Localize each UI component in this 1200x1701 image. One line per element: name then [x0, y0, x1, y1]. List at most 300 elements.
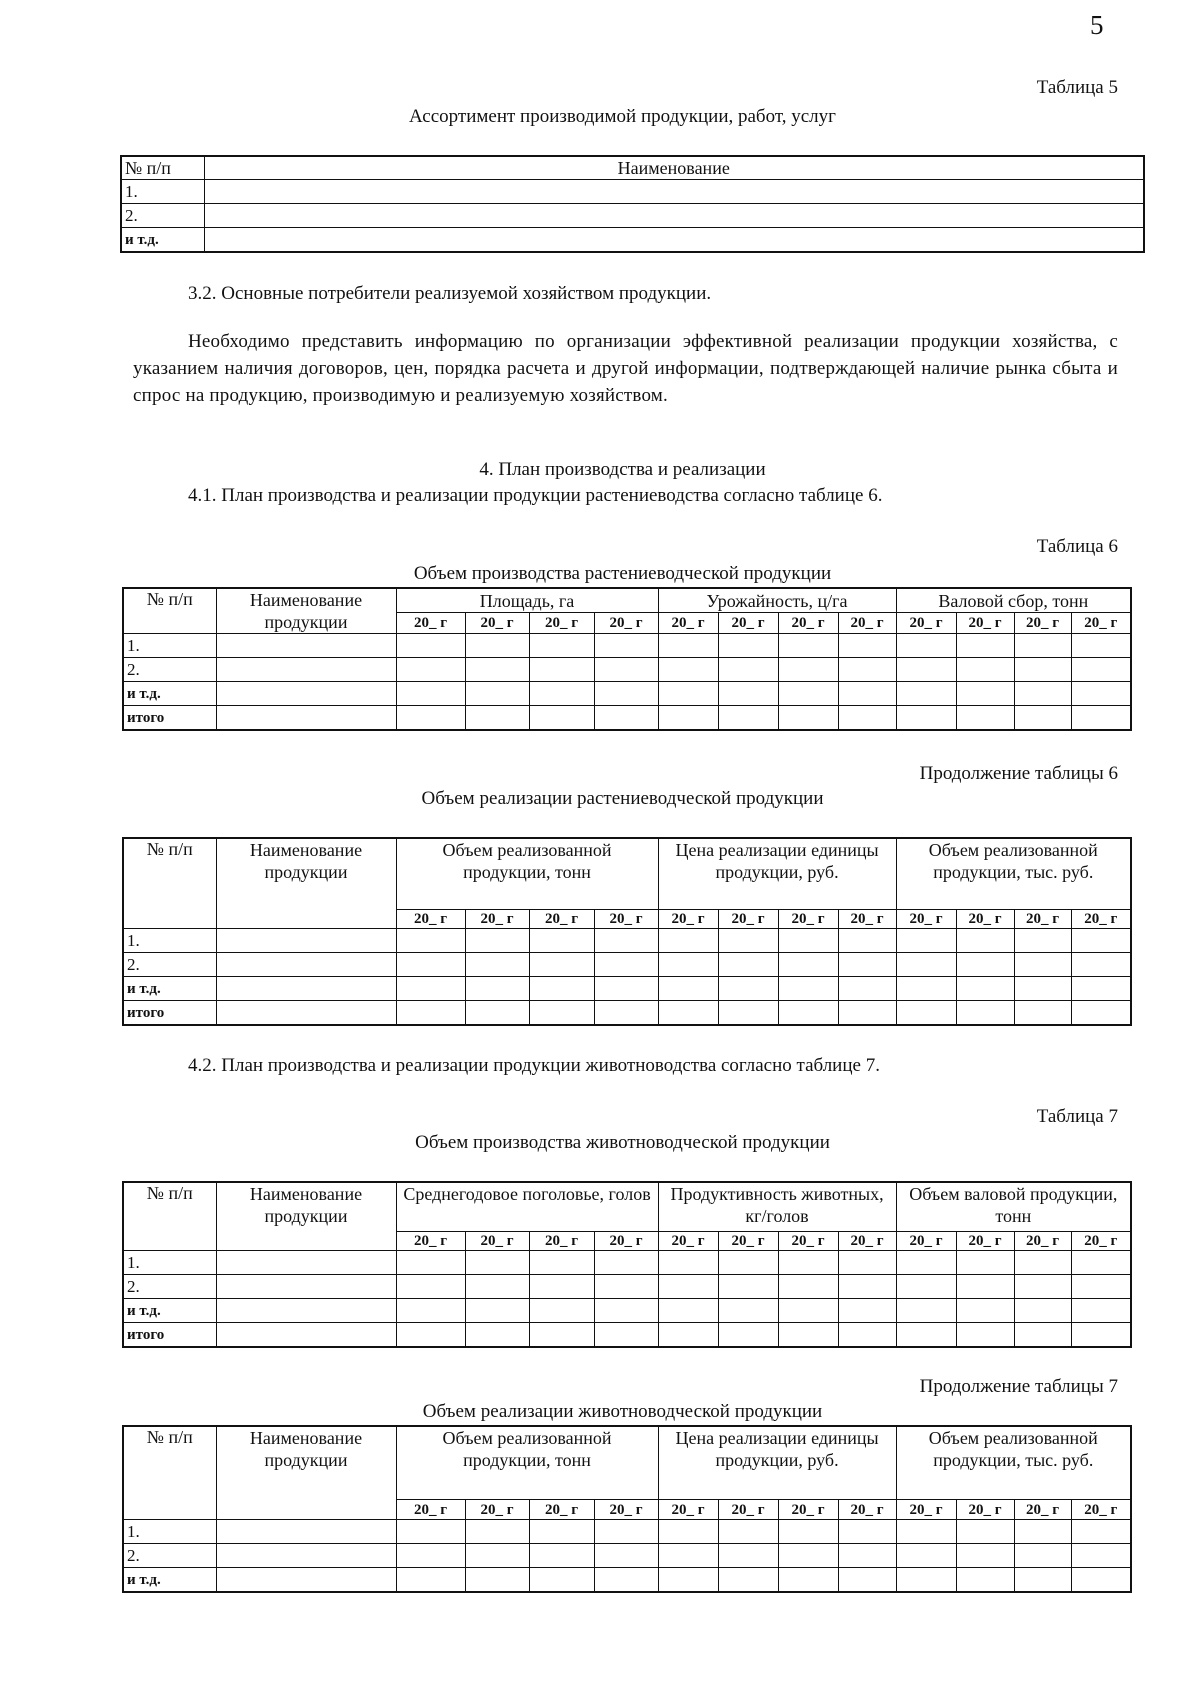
data-cell[interactable]	[594, 1544, 658, 1568]
row-label: итого	[123, 706, 216, 731]
data-cell[interactable]	[396, 1001, 465, 1026]
data-cell[interactable]	[1014, 1323, 1071, 1348]
header-group: Цена реализации единицы продукции, руб.	[658, 838, 896, 910]
data-cell[interactable]	[838, 1251, 896, 1275]
data-cell[interactable]	[718, 977, 778, 1001]
data-cell[interactable]	[718, 953, 778, 977]
data-cell[interactable]	[216, 1251, 396, 1275]
data-cell[interactable]	[1071, 706, 1131, 731]
data-cell[interactable]	[216, 929, 396, 953]
row-label: итого	[123, 1001, 216, 1026]
data-cell[interactable]	[838, 682, 896, 706]
data-cell[interactable]	[896, 1251, 956, 1275]
data-cell[interactable]	[956, 706, 1014, 731]
year-header: 20_ г	[529, 1500, 594, 1520]
name-cell[interactable]	[204, 180, 1144, 204]
data-cell[interactable]	[718, 1251, 778, 1275]
data-cell[interactable]	[956, 953, 1014, 977]
data-cell[interactable]	[896, 706, 956, 731]
data-cell[interactable]	[465, 1299, 529, 1323]
year-header: 20_ г	[896, 1232, 956, 1251]
data-cell[interactable]	[718, 1001, 778, 1026]
data-cell[interactable]	[658, 682, 718, 706]
data-cell[interactable]	[956, 1275, 1014, 1299]
data-cell[interactable]	[1014, 634, 1071, 658]
table5-label: Таблица 5	[1036, 77, 1118, 98]
year-header: 20_ г	[465, 613, 529, 634]
data-cell[interactable]	[778, 1323, 838, 1348]
data-cell[interactable]	[658, 929, 718, 953]
data-cell[interactable]	[1014, 1251, 1071, 1275]
year-header: 20_ г	[718, 613, 778, 634]
data-cell[interactable]	[529, 1299, 594, 1323]
year-header: 20_ г	[956, 910, 1014, 929]
row-label: и т.д.	[123, 682, 216, 706]
data-cell[interactable]	[465, 977, 529, 1001]
data-cell[interactable]	[1071, 1544, 1131, 1568]
data-cell[interactable]	[778, 1001, 838, 1026]
data-cell[interactable]	[896, 1299, 956, 1323]
data-cell[interactable]	[658, 1275, 718, 1299]
data-cell[interactable]	[594, 953, 658, 977]
table-row	[123, 634, 1131, 658]
data-cell[interactable]	[1014, 658, 1071, 682]
year-header: 20_ г	[778, 1232, 838, 1251]
data-cell[interactable]	[658, 1001, 718, 1026]
data-cell[interactable]	[396, 634, 465, 658]
table5-title: Ассортимент производимой продукции, работ, услуг	[409, 106, 836, 127]
data-cell[interactable]	[718, 706, 778, 731]
header-group: Продуктивность животных, кг/голов	[658, 1182, 896, 1232]
table-row	[121, 204, 1144, 228]
data-cell[interactable]	[956, 977, 1014, 1001]
year-header: 20_ г	[896, 910, 956, 929]
data-cell[interactable]	[838, 1544, 896, 1568]
data-cell[interactable]	[216, 1520, 396, 1544]
data-cell[interactable]	[658, 1251, 718, 1275]
data-cell[interactable]	[896, 977, 956, 1001]
data-cell[interactable]	[658, 1544, 718, 1568]
year-header: 20_ г	[396, 613, 465, 634]
data-cell[interactable]	[1071, 658, 1131, 682]
data-cell[interactable]	[216, 953, 396, 977]
data-cell[interactable]	[838, 1568, 896, 1593]
data-cell[interactable]	[956, 1299, 1014, 1323]
data-cell[interactable]	[658, 634, 718, 658]
data-cell[interactable]	[956, 1323, 1014, 1348]
data-cell[interactable]	[216, 1544, 396, 1568]
table-header-row	[123, 838, 1131, 910]
year-header: 20_ г	[1014, 1232, 1071, 1251]
data-cell[interactable]	[1071, 634, 1131, 658]
data-cell[interactable]	[1071, 1323, 1131, 1348]
data-cell[interactable]	[718, 682, 778, 706]
data-cell[interactable]	[658, 1520, 718, 1544]
data-cell[interactable]	[216, 1323, 396, 1348]
row-label: 1.	[123, 1520, 216, 1544]
data-cell[interactable]	[658, 658, 718, 682]
data-cell[interactable]	[956, 658, 1014, 682]
data-cell[interactable]	[778, 1275, 838, 1299]
data-cell[interactable]	[896, 1568, 956, 1593]
year-header: 20_ г	[956, 1232, 1014, 1251]
data-cell[interactable]	[529, 1568, 594, 1593]
data-cell[interactable]	[594, 1251, 658, 1275]
table-header-row	[121, 156, 1144, 180]
data-cell[interactable]	[1071, 1299, 1131, 1323]
name-cell[interactable]	[204, 204, 1144, 228]
year-header: 20_ г	[1014, 1500, 1071, 1520]
table-row	[123, 1299, 1131, 1323]
data-cell[interactable]	[956, 1520, 1014, 1544]
data-cell[interactable]	[216, 977, 396, 1001]
data-cell[interactable]	[718, 1323, 778, 1348]
data-cell[interactable]	[1014, 1544, 1071, 1568]
year-header: 20_ г	[1071, 910, 1131, 929]
data-cell[interactable]	[396, 929, 465, 953]
data-cell[interactable]	[465, 953, 529, 977]
year-header: 20_ г	[896, 613, 956, 634]
section-4-heading: 4. План производства и реализации	[479, 459, 766, 480]
data-cell[interactable]	[216, 1568, 396, 1593]
table6-title: Объем производства растениеводческой продукции	[413, 563, 832, 584]
data-cell[interactable]	[1071, 977, 1131, 1001]
data-cell[interactable]	[778, 1544, 838, 1568]
data-cell[interactable]	[594, 1568, 658, 1593]
header-group: Среднегодовое поголовье, голов	[396, 1182, 658, 1232]
header-number: № п/п	[123, 1182, 216, 1251]
year-header: 20_ г	[718, 910, 778, 929]
year-header: 20_ г	[594, 1232, 658, 1251]
row-label: и т.д.	[123, 977, 216, 1001]
data-cell[interactable]	[718, 1544, 778, 1568]
data-cell[interactable]	[594, 977, 658, 1001]
table-row	[123, 1323, 1131, 1348]
data-cell[interactable]	[896, 1520, 956, 1544]
data-cell[interactable]	[1014, 1275, 1071, 1299]
data-cell[interactable]	[896, 1275, 956, 1299]
data-cell[interactable]	[529, 706, 594, 731]
table-row	[123, 977, 1131, 1001]
data-cell[interactable]	[956, 1251, 1014, 1275]
table6-sales	[122, 837, 1132, 1026]
table-row	[123, 1001, 1131, 1026]
data-cell[interactable]	[216, 706, 396, 731]
data-cell[interactable]	[396, 682, 465, 706]
data-cell[interactable]	[396, 1299, 465, 1323]
data-cell[interactable]	[956, 1001, 1014, 1026]
data-cell[interactable]	[658, 706, 718, 731]
data-cell[interactable]	[465, 1520, 529, 1544]
section-4-2-text: 4.2. План производства и реализации продукции животноводства согласно таблице 7.	[188, 1055, 880, 1076]
data-cell[interactable]	[838, 977, 896, 1001]
data-cell[interactable]	[216, 682, 396, 706]
data-cell[interactable]	[594, 1001, 658, 1026]
data-cell[interactable]	[658, 953, 718, 977]
data-cell[interactable]	[465, 682, 529, 706]
data-cell[interactable]	[594, 634, 658, 658]
data-cell[interactable]	[778, 953, 838, 977]
data-cell[interactable]	[718, 1275, 778, 1299]
data-cell[interactable]	[1071, 1251, 1131, 1275]
row-label: 1.	[123, 634, 216, 658]
data-cell[interactable]	[718, 634, 778, 658]
data-cell[interactable]	[896, 634, 956, 658]
data-cell[interactable]	[838, 1323, 896, 1348]
data-cell[interactable]	[396, 1544, 465, 1568]
data-cell[interactable]	[838, 1275, 896, 1299]
data-cell[interactable]	[1014, 1001, 1071, 1026]
table6-production	[122, 587, 1132, 731]
header-group: Объем реализованной продукции, тонн	[396, 838, 658, 910]
row-label: и т.д.	[121, 228, 204, 253]
data-cell[interactable]	[529, 1520, 594, 1544]
data-cell[interactable]	[1014, 706, 1071, 731]
data-cell[interactable]	[529, 977, 594, 1001]
data-cell[interactable]	[778, 1299, 838, 1323]
data-cell[interactable]	[1014, 953, 1071, 977]
data-cell[interactable]	[465, 1568, 529, 1593]
data-cell[interactable]	[896, 658, 956, 682]
paragraph: Необходимо представить информацию по организации эффективной реализации продукции хозяйства, с указанием наличия договоров, цен, порядка расчета и другой информации, подтверждающей наличие рынка сбыта и спрос на продукцию, производимую и реализуемую хозяйством.	[133, 331, 1118, 406]
year-header: 20_ г	[529, 910, 594, 929]
data-cell[interactable]	[396, 706, 465, 731]
header-group: Цена реализации единицы продукции, руб.	[658, 1426, 896, 1500]
data-cell[interactable]	[396, 1323, 465, 1348]
data-cell[interactable]	[1071, 1568, 1131, 1593]
year-header: 20_ г	[778, 1500, 838, 1520]
year-header: 20_ г	[838, 1232, 896, 1251]
data-cell[interactable]	[1014, 1568, 1071, 1593]
data-cell[interactable]	[658, 1299, 718, 1323]
data-cell[interactable]	[465, 706, 529, 731]
data-cell[interactable]	[838, 929, 896, 953]
data-cell[interactable]	[594, 1323, 658, 1348]
data-cell[interactable]	[529, 634, 594, 658]
data-cell[interactable]	[778, 658, 838, 682]
data-cell[interactable]	[594, 1299, 658, 1323]
data-cell[interactable]	[956, 929, 1014, 953]
data-cell[interactable]	[778, 929, 838, 953]
data-cell[interactable]	[465, 634, 529, 658]
data-cell[interactable]	[1071, 1275, 1131, 1299]
data-cell[interactable]	[1014, 682, 1071, 706]
table-row	[121, 228, 1144, 253]
data-cell[interactable]	[529, 1323, 594, 1348]
header-name: Наименование продукции	[216, 588, 396, 634]
header-group: Объем валовой продукции, тонн	[896, 1182, 1131, 1232]
data-cell[interactable]	[1071, 953, 1131, 977]
table7-production	[122, 1181, 1132, 1348]
row-label: 2.	[123, 953, 216, 977]
header-group: Объем реализованной продукции, тыс. руб.	[896, 1426, 1131, 1500]
header-name: Наименование продукции	[216, 1426, 396, 1520]
data-cell[interactable]	[718, 1520, 778, 1544]
year-header: 20_ г	[529, 613, 594, 634]
data-cell[interactable]	[396, 953, 465, 977]
data-cell[interactable]	[465, 929, 529, 953]
data-cell[interactable]	[529, 1001, 594, 1026]
data-cell[interactable]	[896, 1544, 956, 1568]
data-cell[interactable]	[1071, 929, 1131, 953]
data-cell[interactable]	[778, 1251, 838, 1275]
year-header: 20_ г	[465, 910, 529, 929]
data-cell[interactable]	[529, 929, 594, 953]
data-cell[interactable]	[216, 658, 396, 682]
data-cell[interactable]	[216, 1275, 396, 1299]
data-cell[interactable]	[1071, 1520, 1131, 1544]
header-number: № п/п	[123, 1426, 216, 1520]
data-cell[interactable]	[594, 929, 658, 953]
data-cell[interactable]	[396, 1520, 465, 1544]
data-cell[interactable]	[465, 658, 529, 682]
data-cell[interactable]	[718, 1299, 778, 1323]
data-cell[interactable]	[465, 1544, 529, 1568]
data-cell[interactable]	[718, 929, 778, 953]
data-cell[interactable]	[1014, 929, 1071, 953]
data-cell[interactable]	[896, 1001, 956, 1026]
data-cell[interactable]	[216, 634, 396, 658]
data-cell[interactable]	[1014, 977, 1071, 1001]
table6-label: Таблица 6	[1036, 536, 1118, 557]
header-group: Площадь, га	[396, 588, 658, 613]
data-cell[interactable]	[658, 977, 718, 1001]
table-header-row	[123, 588, 1131, 613]
data-cell[interactable]	[896, 929, 956, 953]
data-cell[interactable]	[956, 634, 1014, 658]
row-label: 2.	[123, 1275, 216, 1299]
data-cell[interactable]	[1014, 1520, 1071, 1544]
table-row	[123, 706, 1131, 731]
data-cell[interactable]	[465, 1275, 529, 1299]
data-cell[interactable]	[1014, 1299, 1071, 1323]
data-cell[interactable]	[216, 1001, 396, 1026]
table-row	[123, 1568, 1131, 1593]
row-label: 2.	[121, 204, 204, 228]
data-cell[interactable]	[778, 682, 838, 706]
data-cell[interactable]	[396, 1568, 465, 1593]
data-cell[interactable]	[1071, 1001, 1131, 1026]
table-row	[123, 1544, 1131, 1568]
year-header: 20_ г	[838, 613, 896, 634]
row-label: 1.	[121, 180, 204, 204]
year-header: 20_ г	[465, 1232, 529, 1251]
header-name: Наименование	[204, 156, 1144, 180]
data-cell[interactable]	[838, 1299, 896, 1323]
data-cell[interactable]	[658, 1568, 718, 1593]
data-cell[interactable]	[718, 1568, 778, 1593]
table-row	[123, 1520, 1131, 1544]
year-header: 20_ г	[778, 910, 838, 929]
data-cell[interactable]	[396, 658, 465, 682]
data-cell[interactable]	[529, 953, 594, 977]
data-cell[interactable]	[778, 634, 838, 658]
data-cell[interactable]	[896, 953, 956, 977]
data-cell[interactable]	[956, 682, 1014, 706]
data-cell[interactable]	[594, 682, 658, 706]
data-cell[interactable]	[778, 1568, 838, 1593]
year-header: 20_ г	[594, 1500, 658, 1520]
data-cell[interactable]	[594, 706, 658, 731]
data-cell[interactable]	[658, 1323, 718, 1348]
table6-continued-label: Продолжение таблицы 6	[919, 763, 1118, 784]
data-cell[interactable]	[396, 1251, 465, 1275]
year-header: 20_ г	[778, 613, 838, 634]
data-cell[interactable]	[396, 977, 465, 1001]
year-header: 20_ г	[529, 1232, 594, 1251]
data-cell[interactable]	[838, 1520, 896, 1544]
header-name: Наименование продукции	[216, 1182, 396, 1251]
data-cell[interactable]	[529, 658, 594, 682]
data-cell[interactable]	[838, 706, 896, 731]
data-cell[interactable]	[594, 658, 658, 682]
year-header: 20_ г	[658, 1500, 718, 1520]
table-row	[121, 180, 1144, 204]
table-row	[123, 1251, 1131, 1275]
data-cell[interactable]	[778, 706, 838, 731]
data-cell[interactable]	[718, 658, 778, 682]
data-cell[interactable]	[956, 1568, 1014, 1593]
data-cell[interactable]	[529, 1275, 594, 1299]
header-group: Объем реализованной продукции, тонн	[396, 1426, 658, 1500]
year-header: 20_ г	[838, 910, 896, 929]
table-header-row	[123, 1426, 1131, 1500]
row-label: 1.	[123, 929, 216, 953]
data-cell[interactable]	[465, 1001, 529, 1026]
year-header: 20_ г	[718, 1232, 778, 1251]
table7-sales	[122, 1425, 1132, 1593]
name-cell[interactable]	[204, 228, 1144, 253]
year-header: 20_ г	[718, 1500, 778, 1520]
table7-continued-label: Продолжение таблицы 7	[919, 1376, 1118, 1397]
data-cell[interactable]	[838, 1001, 896, 1026]
data-cell[interactable]	[465, 1323, 529, 1348]
data-cell[interactable]	[896, 1323, 956, 1348]
data-cell[interactable]	[594, 1520, 658, 1544]
year-header: 20_ г	[658, 613, 718, 634]
data-cell[interactable]	[778, 1520, 838, 1544]
data-cell[interactable]	[838, 658, 896, 682]
data-cell[interactable]	[838, 634, 896, 658]
year-header: 20_ г	[396, 1500, 465, 1520]
year-header: 20_ г	[658, 1232, 718, 1251]
data-cell[interactable]	[529, 682, 594, 706]
header-group: Валовой сбор, тонн	[896, 588, 1131, 613]
data-cell[interactable]	[1071, 682, 1131, 706]
table-row	[123, 929, 1131, 953]
year-header: 20_ г	[1071, 1500, 1131, 1520]
header-name: Наименование продукции	[216, 838, 396, 929]
data-cell[interactable]	[896, 682, 956, 706]
data-cell[interactable]	[396, 1275, 465, 1299]
data-cell[interactable]	[594, 1275, 658, 1299]
header-group: Урожайность, ц/га	[658, 588, 896, 613]
data-cell[interactable]	[529, 1544, 594, 1568]
table-header-row	[123, 1182, 1131, 1232]
data-cell[interactable]	[778, 977, 838, 1001]
year-header: 20_ г	[1071, 613, 1131, 634]
data-cell[interactable]	[838, 953, 896, 977]
data-cell[interactable]	[465, 1251, 529, 1275]
year-header: 20_ г	[594, 910, 658, 929]
data-cell[interactable]	[216, 1299, 396, 1323]
data-cell[interactable]	[956, 1544, 1014, 1568]
row-label: 1.	[123, 1251, 216, 1275]
data-cell[interactable]	[529, 1251, 594, 1275]
year-header: 20_ г	[1071, 1232, 1131, 1251]
table-row	[123, 1275, 1131, 1299]
row-label: и т.д.	[123, 1568, 216, 1593]
